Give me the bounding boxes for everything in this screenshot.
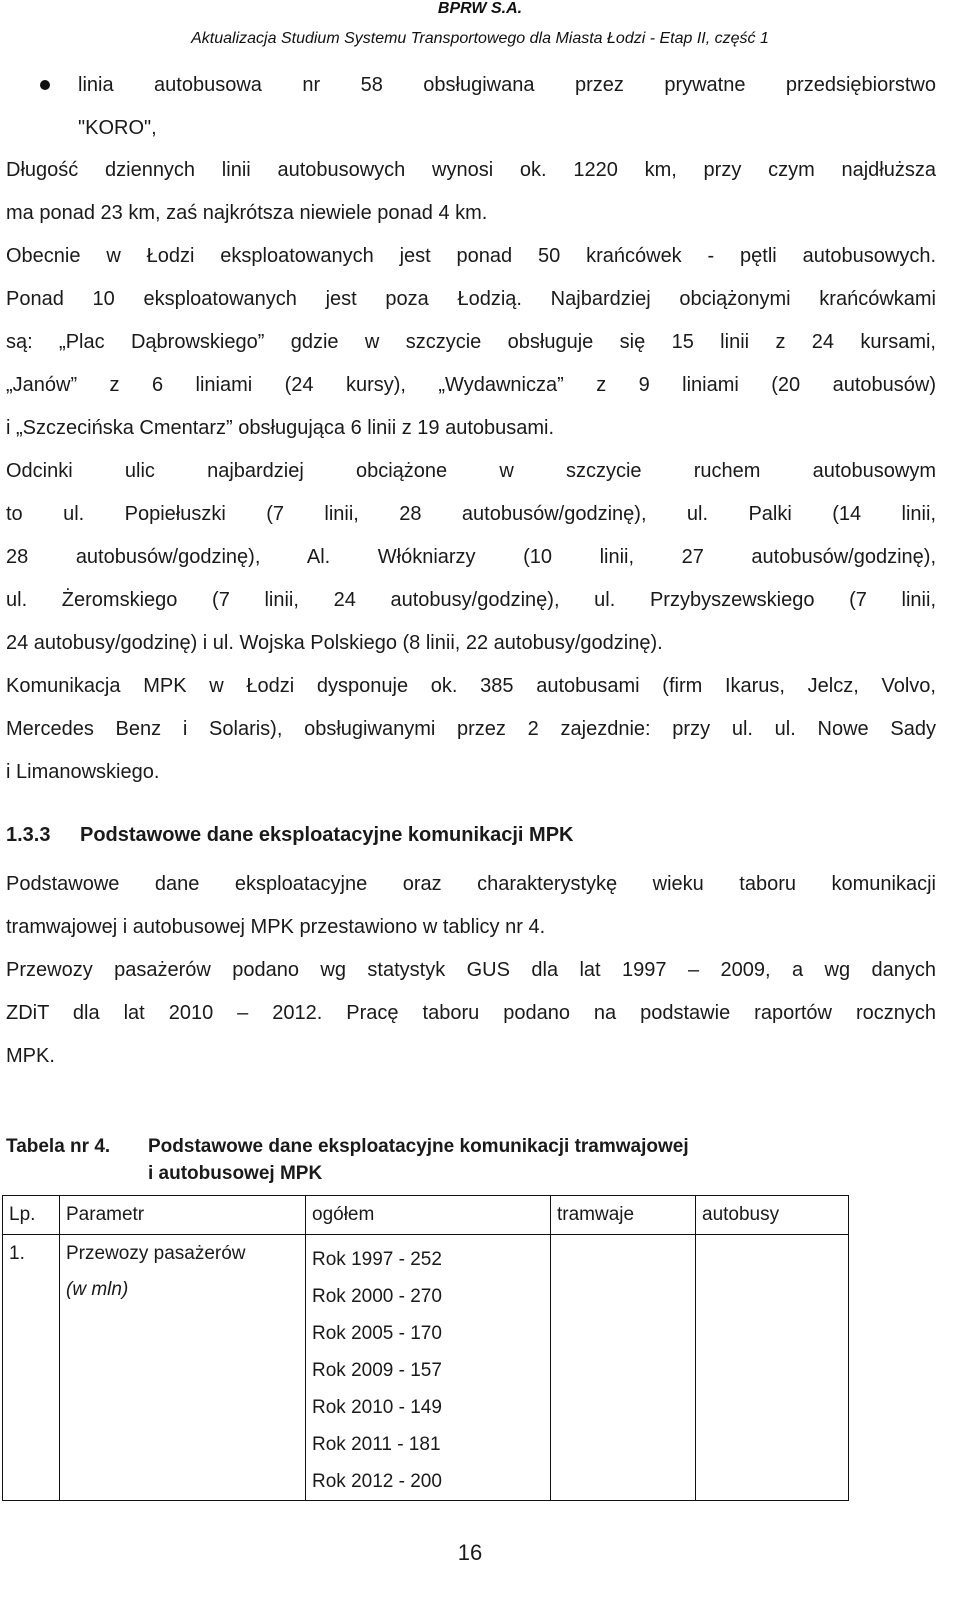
header-ogolem: ogółem — [306, 1196, 551, 1235]
section-line: MPK. — [6, 1045, 55, 1067]
year-value: Rok 2005 - 170 — [312, 1323, 442, 1344]
year-value: Rok 2009 - 157 — [312, 1360, 442, 1381]
year-value: Rok 2011 - 181 — [312, 1434, 441, 1455]
year-value: Rok 1997 - 252 — [312, 1249, 442, 1270]
table-title-line-2: i autobusowej MPK — [148, 1163, 323, 1184]
cell-ogolem — [306, 1235, 551, 1501]
document-header-company: BPRW S.A. — [437, 0, 523, 17]
body-line: Ponad 10 eksploatowanych jest poza Łodzią. Najbardziej obciążonymi krańcówkami — [6, 288, 936, 310]
body-line: ma ponad 23 km, zaś najkrótsza niewiele ponad 4 km. — [6, 202, 488, 224]
body-line: i Limanowskiego. — [6, 761, 160, 783]
data-table — [2, 1195, 849, 1501]
page-number: 16 — [457, 1540, 483, 1565]
document-header-subtitle: Aktualizacja Studium Systemu Transportowego dla Miasta Łodzi - Etap II, część 1 — [191, 30, 769, 47]
body-line: Obecnie w Łodzi eksploatowanych jest ponad 50 krańcówek - pętli autobusowych. — [6, 245, 936, 267]
table-caption — [6, 1133, 689, 1187]
year-value: Rok 2000 - 270 — [312, 1286, 442, 1307]
bullet-line-2: "KORO", — [78, 117, 157, 139]
table-row — [3, 1235, 849, 1501]
body-line: Długość dziennych linii autobusowych wynosi ok. 1220 km, przy czym najdłuższa — [6, 159, 936, 181]
parameter-unit: (w mln) — [66, 1279, 129, 1300]
body-line: ul. Żeromskiego (7 linii, 24 autobusy/godzinę), ul. Przybyszewskiego (7 linii, — [6, 589, 936, 611]
body-line: to ul. Popiełuszki (7 linii, 28 autobusów/godzinę), ul. Palki (14 linii, — [6, 503, 936, 525]
header-parametr: Parametr — [60, 1196, 306, 1235]
section-title: Podstawowe dane eksploatacyjne komunikacji MPK — [80, 824, 574, 846]
section-line: ZDiT dla lat 2010 – 2012. Pracę taboru podano na podstawie raportów rocznych — [6, 1002, 936, 1024]
year-value: Rok 2012 - 200 — [312, 1471, 442, 1492]
body-line: Mercedes Benz i Solaris), obsługiwanymi przez 2 zajezdnie: przy ul. ul. Nowe Sady — [6, 718, 936, 740]
table-header-row — [3, 1196, 849, 1235]
section-heading — [6, 824, 574, 847]
section-line: tramwajowej i autobusowej MPK przestawiono w tablicy nr 4. — [6, 916, 546, 938]
bullet-line-1: linia autobusowa nr 58 obsługiwana przez prywatne przedsiębiorstwo — [78, 74, 936, 96]
body-line: 24 autobusy/godzinę) i ul. Wojska Polskiego (8 linii, 22 autobusy/godzinę). — [6, 632, 663, 654]
cell-autobusy — [696, 1235, 849, 1501]
section-line: Podstawowe dane eksploatacyjne oraz charakterystykę wieku taboru komunikacji — [6, 873, 936, 895]
cell-parametr — [60, 1235, 306, 1501]
body-line: są: „Plac Dąbrowskiego” gdzie w szczycie obsługuje się 15 linii z 24 kursami, — [6, 331, 936, 353]
cell-lp: 1. — [3, 1235, 60, 1501]
section-line: Przewozy pasażerów podano wg statystyk GUS dla lat 1997 – 2009, a wg danych — [6, 959, 936, 981]
body-line: Komunikacja MPK w Łodzi dysponuje ok. 385 autobusami (firm Ikarus, Jelcz, Volvo, — [6, 675, 936, 697]
body-line: Odcinki ulic najbardziej obciążone w szczycie ruchem autobusowym — [6, 460, 936, 482]
body-line: 28 autobusów/godzinę), Al. Włókniarzy (10 linii, 27 autobusów/godzinę), — [6, 546, 936, 568]
section-number: 1.3.3 — [6, 824, 51, 846]
bullet-dot-icon — [40, 80, 50, 90]
table-label: Tabela nr 4. — [6, 1136, 111, 1157]
parameter-name: Przewozy pasażerów — [66, 1243, 246, 1264]
header-autobusy: autobusy — [696, 1196, 849, 1235]
cell-tramwaje — [551, 1235, 696, 1501]
year-value: Rok 2010 - 149 — [312, 1397, 442, 1418]
header-tramwaje: tramwaje — [551, 1196, 696, 1235]
body-line: „Janów” z 6 liniami (24 kursy), „Wydawnicza” z 9 liniami (20 autobusów) — [6, 374, 936, 396]
body-line: i „Szczecińska Cmentarz” obsługująca 6 linii z 19 autobusami. — [6, 417, 555, 439]
table-title-line-1: Podstawowe dane eksploatacyjne komunikacji tramwajowej — [148, 1136, 689, 1157]
header-lp: Lp. — [3, 1196, 60, 1235]
